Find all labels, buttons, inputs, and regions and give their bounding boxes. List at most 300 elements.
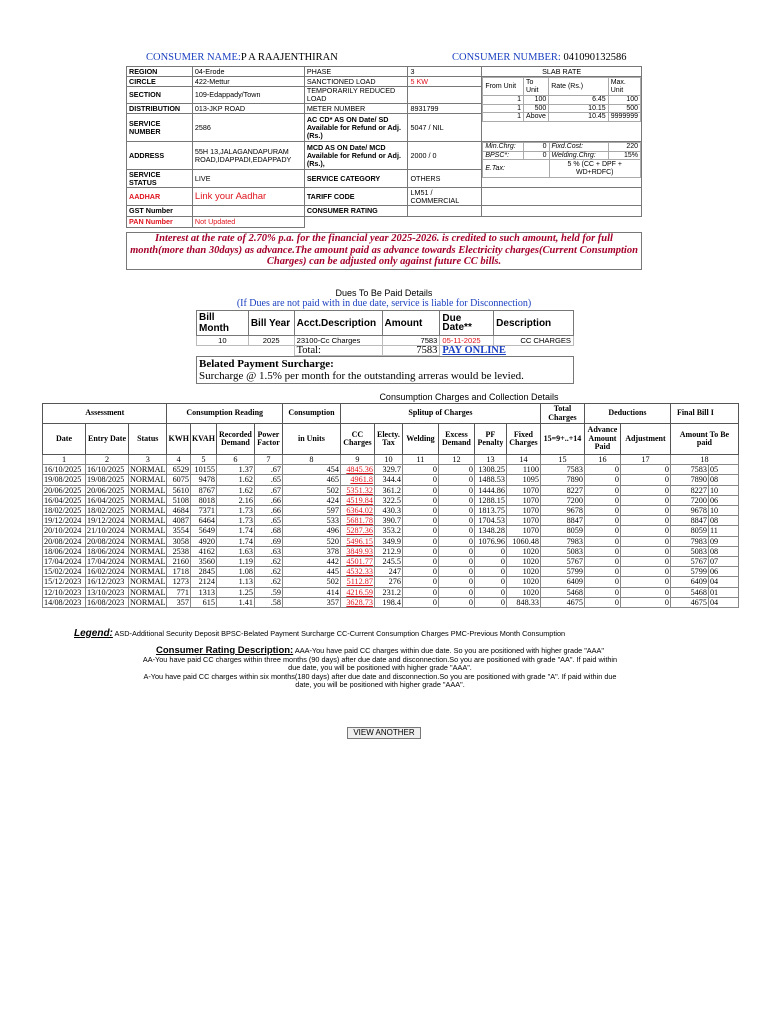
history-cell: NORMAL xyxy=(130,567,166,577)
history-title: Consumption Charges and Collection Details xyxy=(379,392,559,402)
dues-month: 10 xyxy=(197,336,249,346)
history-cell: 502 xyxy=(282,485,340,495)
history-cell: 8847 xyxy=(670,516,708,526)
history-cell: 231.2 xyxy=(374,587,402,597)
history-index: 10 xyxy=(374,455,402,465)
history-cell: 04 xyxy=(708,577,738,587)
history-cell: 344.4 xyxy=(374,475,402,485)
history-cell: 7371 xyxy=(190,506,216,516)
temp-load-value xyxy=(408,87,482,104)
history-index: 11 xyxy=(402,455,438,465)
acd-value: 5047 / NIL xyxy=(408,114,482,142)
history-scroll xyxy=(42,403,768,608)
consumer-number-label: CONSUMER NUMBER: xyxy=(452,52,564,63)
history-group-header: Final Bill I xyxy=(670,404,738,424)
history-table xyxy=(42,403,739,608)
history-cell: 353.2 xyxy=(374,526,402,536)
history-cell: 17/04/2024 xyxy=(86,557,129,567)
history-cell: 1070 xyxy=(506,526,540,536)
history-cell: 7200 xyxy=(670,495,708,505)
history-cell: .66 xyxy=(254,495,282,505)
history-header: in Units xyxy=(282,424,340,455)
history-cell: 5799 xyxy=(670,567,708,577)
acd-label: AC CD* AS ON Date/ SD Available for Refund or Adj.(Rs.) xyxy=(304,114,408,142)
rating-a: A-You have paid CC charges within six months(180 days) after due date and disconnection.So you are positioned with grade "A". If paid within due date, you will be positioned with higher grade "AAA". xyxy=(143,671,617,690)
history-cell: NORMAL xyxy=(130,526,166,536)
history-header: Adjustment xyxy=(620,424,670,455)
history-cell: 14/08/2023 xyxy=(43,597,86,607)
min-chrg-value: 0 xyxy=(524,143,549,152)
history-cell: 0 xyxy=(620,465,670,475)
history-cell: 0 xyxy=(620,495,670,505)
history-cell: 1.73 xyxy=(216,516,254,526)
history-cell: 0 xyxy=(620,516,670,526)
history-cell: .58 xyxy=(254,597,282,607)
history-cell: 615 xyxy=(190,597,216,607)
history-cell: 4675 xyxy=(670,597,708,607)
meter-label: METER NUMBER xyxy=(304,104,408,114)
consumer-name-label: CONSUMER NAME: xyxy=(146,52,241,63)
charges-table xyxy=(482,142,641,178)
history-cell: 0 xyxy=(438,485,474,495)
history-index: 15 xyxy=(540,455,584,465)
history-cell: 1.41 xyxy=(216,597,254,607)
history-header: KWH xyxy=(167,424,190,455)
view-another-button[interactable]: VIEW ANOTHER xyxy=(347,727,421,739)
history-cell: 7890 xyxy=(670,475,708,485)
consumer-name: P A RAAJENTHIRAN xyxy=(240,52,338,63)
history-cell: 04 xyxy=(708,597,738,607)
empty-cell xyxy=(482,188,642,206)
history-cell: 0 xyxy=(402,546,438,556)
meter-value: 8931799 xyxy=(408,104,482,114)
history-cell: 7890 xyxy=(540,475,584,485)
history-cell: 245.5 xyxy=(374,557,402,567)
history-cell: 0 xyxy=(620,577,670,587)
history-cell: .67 xyxy=(254,465,282,475)
history-cell: NORMAL xyxy=(130,597,166,607)
history-index: 4 xyxy=(167,455,190,465)
dues-table xyxy=(196,310,574,356)
history-cell: 0 xyxy=(584,587,620,597)
history-cell: 597 xyxy=(282,506,340,516)
welding-label: Welding.Chrg: xyxy=(549,151,609,160)
history-cell: 4675 xyxy=(540,597,584,607)
history-cell: 1.74 xyxy=(216,536,254,546)
history-cell: 10 xyxy=(708,485,738,495)
history-cell: .67 xyxy=(254,485,282,495)
history-cell: NORMAL xyxy=(130,557,166,567)
slab-header: From Unit xyxy=(483,78,524,96)
history-header: Status xyxy=(129,424,167,455)
link-aadhar-link[interactable]: Link your Aadhar xyxy=(194,190,267,202)
history-cell: 1095 xyxy=(506,475,540,485)
cc-charges-link[interactable]: 5351.32 xyxy=(346,485,373,495)
cc-charges-link[interactable]: 4532.33 xyxy=(346,567,373,577)
circle-value: 422-Mettur xyxy=(192,77,304,87)
history-cell: 0 xyxy=(438,495,474,505)
slab-cell: 500 xyxy=(608,104,640,113)
dues-acct: 23100-Cc Charges xyxy=(294,336,382,346)
history-cell: 8018 xyxy=(190,495,216,505)
history-cell: 18/06/2024 xyxy=(43,546,86,556)
pan-value: Not Updated xyxy=(192,217,304,228)
tariff-label: TARIFF CODE xyxy=(304,188,408,206)
history-cell: 2160 xyxy=(167,557,190,567)
history-cell: 1813.75 xyxy=(474,506,506,516)
history-cell: .68 xyxy=(254,526,282,536)
table-row xyxy=(43,475,739,485)
rating-value xyxy=(408,206,482,217)
history-cell: 357 xyxy=(282,597,340,607)
legend-title: Legend: xyxy=(74,628,113,639)
history-cell: 378 xyxy=(282,546,340,556)
pan-label: PAN Number xyxy=(127,217,193,228)
history-cell: 7583 xyxy=(540,465,584,475)
dues-warning: (If Dues are not paid with in due date, service is liable for Disconnection) xyxy=(236,298,532,309)
cc-charges-link[interactable]: 4216.59 xyxy=(346,587,373,597)
history-cell: 1070 xyxy=(506,495,540,505)
history-index: 7 xyxy=(254,455,282,465)
sanctioned-value: 5 KW xyxy=(408,77,482,87)
history-cell: 6409 xyxy=(670,577,708,587)
dues-header: Bill Year xyxy=(248,311,294,336)
history-cell: 0 xyxy=(620,536,670,546)
history-cell: 10 xyxy=(708,506,738,516)
history-index: 9 xyxy=(340,455,374,465)
belated-box xyxy=(196,356,574,384)
history-index: 13 xyxy=(474,455,506,465)
history-cell: 0 xyxy=(620,546,670,556)
cc-charges-link[interactable]: 3849.93 xyxy=(346,546,373,556)
rating-desc-title: Consumer Rating Description: xyxy=(155,645,294,656)
belated-text: Surcharge @ 1.5% per month for the outstanding arreras would be levied. xyxy=(199,370,524,382)
history-cell: 20/08/2024 xyxy=(43,536,86,546)
history-cell: 0 xyxy=(438,557,474,567)
history-header: 15=9+..+14 xyxy=(540,424,584,455)
cc-charges-cell xyxy=(340,567,374,577)
history-cell: 0 xyxy=(402,587,438,597)
table-row xyxy=(43,495,739,505)
service-status-value: LIVE xyxy=(192,170,304,188)
history-cell: 1020 xyxy=(506,567,540,577)
history-cell: 1020 xyxy=(506,587,540,597)
history-cell: 0 xyxy=(620,506,670,516)
history-cell: 1.37 xyxy=(216,465,254,475)
service-status-label: SERVICE STATUS xyxy=(127,170,193,188)
history-cell: 4920 xyxy=(190,536,216,546)
history-cell: 1308.25 xyxy=(474,465,506,475)
history-cell: 19/08/2025 xyxy=(86,475,129,485)
table-row xyxy=(43,597,739,607)
history-cell: 0 xyxy=(620,587,670,597)
dues-total-label: Total: xyxy=(294,346,382,356)
history-cell: 533 xyxy=(282,516,340,526)
cc-charges-cell xyxy=(340,577,374,587)
history-index: 8 xyxy=(282,455,340,465)
legend xyxy=(74,628,694,639)
history-header: Power Factor xyxy=(254,424,282,455)
history-index: 2 xyxy=(86,455,129,465)
history-cell: 2124 xyxy=(190,577,216,587)
cc-charges-cell xyxy=(340,536,374,546)
history-cell: 0 xyxy=(438,546,474,556)
etax-label: E.Tax: xyxy=(483,160,549,178)
history-cell: 0 xyxy=(474,546,506,556)
cc-charges-link[interactable]: 5287.36 xyxy=(346,526,373,536)
history-cell: 20/10/2024 xyxy=(43,526,86,536)
rating-aaa: AAA-You have paid CC charges within due date. So you are positioned with higher grade "AAA" xyxy=(294,646,604,655)
history-cell: 1020 xyxy=(506,557,540,567)
slab-cell: 1 xyxy=(483,104,524,113)
history-cell: 08 xyxy=(708,546,738,556)
history-cell: NORMAL xyxy=(130,536,166,546)
history-cell: 0 xyxy=(584,475,620,485)
dues-year: 2025 xyxy=(248,336,294,346)
history-cell: NORMAL xyxy=(130,577,166,587)
history-cell: 0 xyxy=(584,567,620,577)
history-cell: 1100 xyxy=(506,465,540,475)
history-cell: 18/06/2024 xyxy=(86,546,129,556)
history-group-header: Total Charges xyxy=(540,404,584,424)
history-cell: 19/12/2024 xyxy=(86,516,129,526)
mcd-label: MCD AS ON Date/ MCD Available for Refund or Adj.(Rs.), xyxy=(304,142,408,170)
history-cell: 18/02/2025 xyxy=(86,506,129,516)
legend-text: ASD-Additional Security Deposit BPSC-Belated Payment Surcharge CC-Current Consumption Charges PMC-Previous Month Consumption xyxy=(114,629,566,638)
cc-charges-cell xyxy=(340,516,374,526)
history-cell: 1.63 xyxy=(216,546,254,556)
address-value: 55H 13,JALAGANDAPURAM ROAD,IDAPPADI,EDAPPADY xyxy=(192,142,304,170)
slab-header: Rate (Rs.) xyxy=(549,78,608,96)
pay-online-link[interactable]: PAY ONLINE xyxy=(442,345,506,357)
history-cell: 1444.86 xyxy=(474,485,506,495)
service-number-value: 2586 xyxy=(192,114,304,142)
cc-charges-link[interactable]: 4501.77 xyxy=(346,557,373,567)
history-cell: 0 xyxy=(402,485,438,495)
history-cell: 0 xyxy=(402,536,438,546)
history-cell: 19/12/2024 xyxy=(43,516,86,526)
history-cell: 430.3 xyxy=(374,506,402,516)
history-cell: 8767 xyxy=(190,485,216,495)
history-cell: 0 xyxy=(438,587,474,597)
history-cell: 848.33 xyxy=(506,597,540,607)
sanctioned-label: SANCTIONED LOAD xyxy=(304,77,408,87)
table-row xyxy=(43,577,739,587)
history-cell: 0 xyxy=(474,597,506,607)
cc-charges-cell xyxy=(340,465,374,475)
history-cell: NORMAL xyxy=(130,475,166,485)
history-cell: 276 xyxy=(374,577,402,587)
gst-value xyxy=(192,206,304,217)
history-cell: 08 xyxy=(708,516,738,526)
history-cell: 329.7 xyxy=(374,465,402,475)
history-cell: 5767 xyxy=(540,557,584,567)
dues-amount: 7583 xyxy=(382,336,440,346)
history-index: 1 xyxy=(43,455,86,465)
history-index: 17 xyxy=(620,455,670,465)
dues-total: 7583 xyxy=(382,346,440,356)
phase-label: PHASE xyxy=(304,67,408,77)
history-cell: 520 xyxy=(282,536,340,546)
dues-desc: CC CHARGES xyxy=(494,336,574,346)
rating-aa: AA-You have paid CC charges within three months (90 days) after due date and disconnection.So you are positioned with grade "AA". If paid within due date, you will be positioned with higher grade "AAA". xyxy=(142,654,618,673)
region-value: 04-Erode xyxy=(192,67,304,77)
history-cell: 1288.15 xyxy=(474,495,506,505)
cc-charges-link[interactable]: 5681.78 xyxy=(346,516,373,526)
history-group-header: Assessment xyxy=(43,404,167,424)
cc-charges-cell xyxy=(340,495,374,505)
cc-charges-link[interactable]: 5496.15 xyxy=(346,536,373,546)
history-cell: 13/10/2023 xyxy=(86,587,129,597)
history-cell: .65 xyxy=(254,475,282,485)
history-cell: 1313 xyxy=(190,587,216,597)
history-group-header: Deductions xyxy=(584,404,670,424)
slab-cell: Above xyxy=(524,113,549,122)
history-cell: 1.25 xyxy=(216,587,254,597)
history-cell: 1.62 xyxy=(216,475,254,485)
history-cell: 16/04/2025 xyxy=(43,495,86,505)
history-cell: NORMAL xyxy=(130,506,166,516)
history-cell: 5468 xyxy=(540,587,584,597)
slab-header: Max. Unit xyxy=(608,78,640,96)
empty-cell xyxy=(197,346,295,356)
distribution-label: DISTRIBUTION xyxy=(127,104,193,114)
history-cell: 0 xyxy=(584,536,620,546)
history-cell: 19/08/2025 xyxy=(43,475,86,485)
category-label: SERVICE CATEGORY xyxy=(304,170,408,188)
history-cell: .62 xyxy=(254,557,282,567)
history-cell: 0 xyxy=(584,495,620,505)
mcd-value: 2000 / 0 xyxy=(408,142,482,170)
circle-label: CIRCLE xyxy=(127,77,193,87)
history-cell: 7983 xyxy=(540,536,584,546)
history-header: Entry Date xyxy=(86,424,129,455)
history-cell: 0 xyxy=(402,567,438,577)
history-cell: 16/04/2025 xyxy=(86,495,129,505)
history-cell: .69 xyxy=(254,536,282,546)
history-cell: 1273 xyxy=(167,577,190,587)
history-cell: 198.4 xyxy=(374,597,402,607)
history-cell: NORMAL xyxy=(130,465,166,475)
gst-label: GST Number xyxy=(127,206,193,217)
history-cell: 8227 xyxy=(540,485,584,495)
history-cell: 09 xyxy=(708,536,738,546)
history-cell: 2538 xyxy=(167,546,190,556)
table-row xyxy=(43,465,739,475)
history-cell: 12/10/2023 xyxy=(43,587,86,597)
history-cell: 0 xyxy=(620,475,670,485)
history-cell: 0 xyxy=(620,567,670,577)
history-cell: 8227 xyxy=(670,485,708,495)
history-cell: 1718 xyxy=(167,567,190,577)
history-cell: 16/02/2024 xyxy=(86,567,129,577)
table-row xyxy=(43,506,739,516)
history-cell: .63 xyxy=(254,546,282,556)
dues-header: Description xyxy=(494,311,574,336)
history-cell: 442 xyxy=(282,557,340,567)
history-cell: 2.16 xyxy=(216,495,254,505)
cc-charges-link[interactable]: 4845.36 xyxy=(346,465,373,475)
slab-table xyxy=(482,77,641,122)
history-header: PF Penalty xyxy=(474,424,506,455)
dues-title: Dues To Be Paid Details xyxy=(335,288,433,298)
history-cell: 0 xyxy=(438,526,474,536)
slab-cell: 6.45 xyxy=(549,96,608,105)
slab-cell: 100 xyxy=(608,96,640,105)
cc-charges-link[interactable]: 4519.84 xyxy=(346,495,373,505)
cc-charges-link[interactable]: 4961.8 xyxy=(350,475,373,485)
history-cell: 1348.28 xyxy=(474,526,506,536)
history-index: 12 xyxy=(438,455,474,465)
consumer-info-table xyxy=(126,66,642,228)
table-row xyxy=(43,587,739,597)
history-cell: 5610 xyxy=(167,485,190,495)
history-cell: 502 xyxy=(282,577,340,587)
history-cell: 9678 xyxy=(540,506,584,516)
slab-header: To Unit xyxy=(524,78,549,96)
history-cell: 1070 xyxy=(506,516,540,526)
history-cell: 0 xyxy=(584,526,620,536)
fixd-cost-value: 220 xyxy=(609,143,641,152)
history-cell: 1.74 xyxy=(216,526,254,536)
history-cell: 4684 xyxy=(167,506,190,516)
address-label: ADDRESS xyxy=(127,142,193,170)
cc-charges-link[interactable]: 3628.73 xyxy=(346,597,373,607)
history-cell: 0 xyxy=(584,485,620,495)
history-cell: 16/10/2025 xyxy=(43,465,86,475)
history-cell: 0 xyxy=(584,506,620,516)
table-row xyxy=(43,536,739,546)
history-cell: 247 xyxy=(374,567,402,577)
history-cell: 0 xyxy=(438,567,474,577)
history-cell: 05 xyxy=(708,465,738,475)
history-cell: 1.73 xyxy=(216,506,254,516)
history-cell: 0 xyxy=(620,526,670,536)
history-cell: 1076.96 xyxy=(474,536,506,546)
cc-charges-link[interactable]: 6364.02 xyxy=(346,506,373,516)
history-cell: NORMAL xyxy=(130,546,166,556)
history-group-header: Consumption Reading xyxy=(167,404,282,424)
history-cell: 0 xyxy=(438,516,474,526)
history-cell: 0 xyxy=(474,577,506,587)
section-value: 109-Edappady/Town xyxy=(192,87,304,104)
etax-value: 5 % (CC + DPF + WD+RDFC) xyxy=(549,160,640,178)
welding-value: 15% xyxy=(609,151,641,160)
history-cell: 0 xyxy=(584,557,620,567)
cc-charges-link[interactable]: 5112.87 xyxy=(346,577,373,587)
history-cell: 771 xyxy=(167,587,190,597)
history-cell: 7200 xyxy=(540,495,584,505)
history-cell: 0 xyxy=(402,465,438,475)
history-cell: 6409 xyxy=(540,577,584,587)
history-cell: 1.62 xyxy=(216,485,254,495)
history-cell: 6529 xyxy=(167,465,190,475)
history-index: 18 xyxy=(670,455,738,465)
cc-charges-cell xyxy=(340,546,374,556)
history-cell: 16/08/2023 xyxy=(86,597,129,607)
history-cell: 4162 xyxy=(190,546,216,556)
history-cell: 20/08/2024 xyxy=(86,536,129,546)
history-cell: 06 xyxy=(708,567,738,577)
history-header: Amount To Be paid xyxy=(670,424,738,455)
section-label: SECTION xyxy=(127,87,193,104)
history-cell: 18/02/2025 xyxy=(43,506,86,516)
history-cell: 20/06/2025 xyxy=(86,485,129,495)
table-row xyxy=(43,557,739,567)
history-cell: 0 xyxy=(584,577,620,587)
dues-header: Due Date** xyxy=(440,311,494,336)
bpsc-value: 0 xyxy=(524,151,549,160)
